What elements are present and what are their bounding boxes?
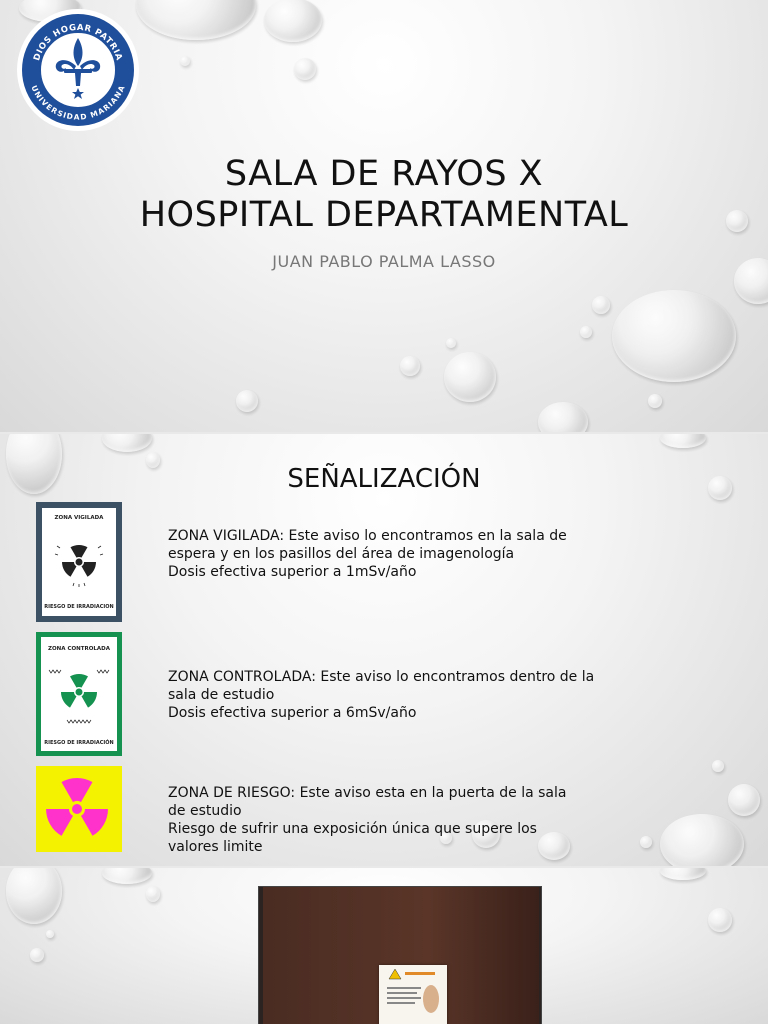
signage-slide: [0, 434, 768, 866]
description-line: Dosis efectiva superior a 1mSv/año: [168, 564, 417, 580]
description-line: sala de estudio: [168, 687, 275, 703]
zona-controlada-description: [168, 668, 618, 722]
water-drop: [712, 760, 724, 772]
water-drop: [446, 338, 456, 348]
water-drop: [146, 886, 160, 902]
door-photo: [258, 886, 542, 1024]
zona-vigilada-description: [168, 527, 618, 581]
water-drop: [538, 402, 588, 432]
water-drop: [728, 784, 760, 816]
water-drop: [660, 868, 706, 880]
water-drop: [136, 0, 256, 40]
water-drop: [264, 0, 322, 42]
water-drop: [236, 390, 258, 412]
water-drop: [612, 290, 736, 382]
description-line: espera y en los pasillos del área de imagenología: [168, 546, 515, 562]
water-drop: [294, 58, 316, 80]
slide-title-line-1: SALA DE RAYOS X: [224, 154, 544, 194]
sign-bottom-label: RIESGO DE IRRADIACION: [44, 604, 114, 610]
sign-bottom-label: RIESGO DE IRRADIACIÓN: [44, 740, 114, 746]
water-drop: [580, 326, 592, 338]
door-notice-image: [379, 965, 447, 1024]
description-line: Dosis efectiva superior a 6mSv/año: [168, 705, 417, 721]
logo-top-text: DIOS HOGAR PATRIA: [32, 22, 124, 63]
water-drop: [640, 836, 652, 848]
water-drop: [102, 434, 152, 452]
title-slide: [0, 0, 768, 432]
water-drop: [180, 56, 190, 66]
description-line: ZONA DE RIESGO: Este aviso esta en la puerta de la sala: [168, 785, 567, 801]
sign-top-label: ZONA VIGILADA: [54, 515, 104, 521]
zona-de-riesgo-description: [168, 784, 618, 856]
university-logo: [16, 8, 140, 132]
water-drop: [102, 868, 152, 884]
description-line: de estudio: [168, 803, 242, 819]
section-title: SEÑALIZACIÓN: [287, 464, 481, 494]
sign-top-label: ZONA CONTROLADA: [48, 646, 110, 652]
slide-title-line-2: HOSPITAL DEPARTAMENTAL: [139, 195, 629, 235]
water-drop: [660, 434, 706, 448]
description-line: valores limite: [168, 839, 263, 855]
water-drop: [444, 352, 496, 402]
water-drop: [592, 296, 610, 314]
zona-vigilada-sign: [36, 502, 122, 622]
description-line: Riesgo de sufrir una exposición única que supere los: [168, 821, 537, 837]
description-line: ZONA CONTROLADA: Este aviso lo encontramos dentro de la: [168, 669, 595, 685]
water-drop: [46, 930, 54, 938]
water-drop: [30, 948, 44, 962]
description-line: ZONA VIGILADA: Este aviso lo encontramos en la sala de: [168, 528, 567, 544]
zona-controlada-sign: [36, 632, 122, 756]
water-drop: [648, 394, 662, 408]
logo-bottom-text: UNIVERSIDAD MARIANA: [29, 83, 127, 122]
water-drop: [400, 356, 420, 376]
water-drop: [660, 814, 744, 866]
presenter-name: JUAN PABLO PALMA LASSO: [272, 252, 496, 271]
water-drop: [6, 868, 62, 924]
water-drop: [708, 908, 732, 932]
zona-de-riesgo-sign: [36, 766, 122, 852]
photo-slide: [0, 868, 768, 1024]
